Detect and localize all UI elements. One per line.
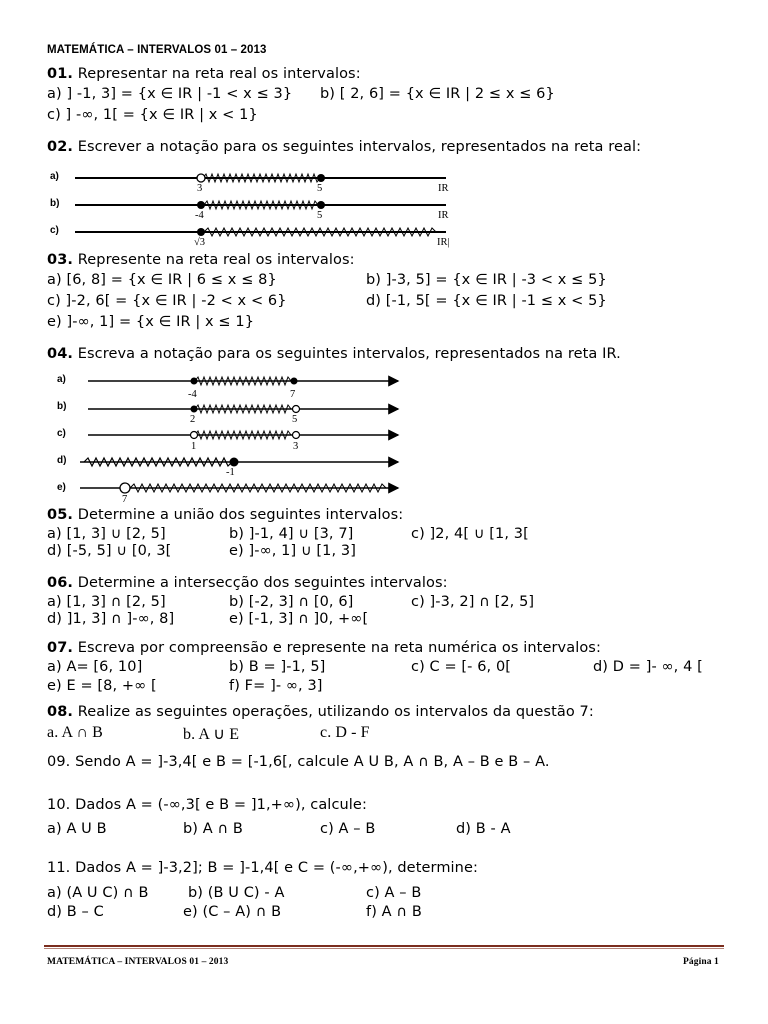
q07-item-d: d) D = ]- ∞, 4 [ [593, 659, 703, 675]
question-text: Representar na reta real os intervalos: [77, 66, 361, 82]
q03-item-c: c) ]-2, 6[ = {x ∈ IR | -2 < x < 6} [47, 293, 287, 309]
page-header-title: MATEMÁTICA – INTERVALOS 01 – 2013 [47, 44, 267, 56]
q10-item-b: b) A ∩ B [183, 821, 243, 837]
question-10: 10. Dados A = (-∞,3[ e B = ]1,+∞), calcule: [47, 797, 367, 813]
q07-item-a: a) A= [6, 10] [47, 659, 143, 675]
q05-item-c: c) ]2, 4[ ∪ [1, 3[ [411, 526, 529, 542]
question-text: Represente na reta real os intervalos: [77, 252, 355, 268]
q08-item-b: b. A ∪ E [183, 726, 240, 743]
q06-item-a: a) [1, 3] ∩ [2, 5] [47, 594, 166, 610]
question-number: 01. [47, 66, 73, 82]
q04-line-d-point-1: -1 [226, 467, 235, 478]
question-text: Escrever a notação para os seguintes intervalos, representados na reta real: [77, 139, 642, 155]
q04-number-lines [0, 0, 768, 510]
q04-line-a-label: a) [57, 374, 66, 385]
q01-item-b: b) [ 2, 6] = {x ∈ IR | 2 ≤ x ≤ 6} [320, 86, 555, 102]
wavy-hatch [84, 458, 232, 466]
q02-line-b-point-1: -4 [195, 210, 204, 221]
question-07 [47, 640, 601, 656]
q04-line-a-point-2: 7 [290, 389, 296, 400]
q11-item-b: b) (B U C) - A [188, 885, 285, 901]
q04-line-e-label: e) [57, 482, 66, 493]
question-06 [47, 575, 448, 591]
q01-item-c: c) ] -∞, 1[ = {x ∈ IR | x < 1} [47, 107, 258, 123]
q06-item-c: c) ]-3, 2] ∩ [2, 5] [411, 594, 535, 610]
q04-line-b-point-1: 2 [190, 414, 196, 425]
q07-item-b: b) B = ]-1, 5] [229, 659, 326, 675]
q04-line-c-point-1: 1 [191, 441, 197, 452]
question-text: Realize as seguintes operações, utilizando os intervalos da questão 7: [77, 704, 594, 720]
footer-title: MATEMÁTICA – INTERVALOS 01 – 2013 [47, 957, 229, 967]
q07-item-f: f) F= ]- ∞, 3] [229, 678, 323, 694]
q10-item-a: a) A U B [47, 821, 107, 837]
q02-line-c-axis: IR| [437, 237, 450, 248]
q04-line-c-point-2: 3 [293, 441, 299, 452]
q04-line-a-point-1: -4 [188, 389, 197, 400]
q04-line-b-point-2: 5 [292, 414, 298, 425]
question-09: 09. Sendo A = ]-3,4[ e B = [-1,6[, calcule A U B, A ∩ B, A – B e B – A. [47, 754, 550, 770]
q02-line-c-label: c) [50, 225, 59, 236]
question-number: 03. [47, 252, 73, 268]
q11-item-e: e) (C – A) ∩ B [183, 904, 282, 920]
q06-item-b: b) [-2, 3] ∩ [0, 6] [229, 594, 354, 610]
q05-item-a: a) [1, 3] ∪ [2, 5] [47, 526, 166, 542]
q06-item-d: d) ]1, 3] ∩ ]-∞, 8] [47, 611, 175, 627]
q11-item-c: c) A – B [366, 885, 422, 901]
q05-item-b: b) ]-1, 4] ∪ [3, 7] [229, 526, 354, 542]
q06-item-e: e) [-1, 3] ∩ ]0, +∞[ [229, 611, 369, 627]
q02-line-a-axis: IR [438, 183, 449, 194]
q04-line-e-point-1: 7 [122, 494, 128, 505]
question-08 [47, 704, 594, 720]
question-text: Escreva a notação para os seguintes intervalos, representados na reta IR. [77, 346, 621, 362]
q02-line-c-point-1: √3 [194, 237, 206, 248]
q07-item-c: c) C = [- 6, 0[ [411, 659, 512, 675]
q02-line-b-point-2: 5 [317, 210, 323, 221]
footer-divider [44, 945, 724, 947]
q08-item-c: c. D - F [320, 724, 370, 741]
q11-item-d: d) B – C [47, 904, 104, 920]
q04-line-b-label: b) [57, 401, 67, 412]
q02-line-b-axis: IR [438, 210, 449, 221]
question-text: Determine a intersecção dos seguintes intervalos: [77, 575, 448, 591]
q01-item-a: a) ] -1, 3] = {x ∈ IR | -1 < x ≤ 3} [47, 86, 293, 102]
question-number: 02. [47, 139, 73, 155]
q05-item-d: d) [-5, 5] ∪ [0, 3[ [47, 543, 172, 559]
q08-item-a: a. A ∩ B [47, 724, 103, 741]
footer-divider-thin [44, 948, 724, 949]
q02-line-a-point-2: 5 [317, 183, 323, 194]
q04-line-d-label: d) [57, 455, 67, 466]
question-number: 04. [47, 346, 73, 362]
q04-line-c-label: c) [57, 428, 66, 439]
q11-item-f: f) A ∩ B [366, 904, 422, 920]
question-number: 08. [47, 704, 73, 720]
q02-line-a-point-1: 3 [197, 183, 203, 194]
q02-line-b-label: b) [50, 198, 60, 209]
question-05 [47, 507, 403, 523]
q10-item-d: d) B - A [456, 821, 511, 837]
question-text: Determine a união dos seguintes intervalos: [77, 507, 404, 523]
footer-page-number: Página 1 [683, 957, 719, 967]
q10-item-c: c) A – B [320, 821, 376, 837]
question-11: 11. Dados A = ]-3,2]; B = ]-1,4[ e C = (-∞,+∞), determine: [47, 860, 478, 876]
q03-item-d: d) [-1, 5[ = {x ∈ IR | -1 ≤ x < 5} [366, 293, 607, 309]
q03-item-a: a) [6, 8] = {x ∈ IR | 6 ≤ x ≤ 8} [47, 272, 277, 288]
q07-item-e: e) E = [8, +∞ [ [47, 678, 157, 694]
q02-line-a-label: a) [50, 171, 59, 182]
question-number: 07. [47, 640, 73, 656]
q05-item-e: e) ]-∞, 1] ∪ [1, 3] [229, 543, 356, 559]
q03-item-b: b) ]-3, 5] = {x ∈ IR | -3 < x ≤ 5} [366, 272, 607, 288]
question-number: 05. [47, 507, 73, 523]
question-number: 06. [47, 575, 73, 591]
q11-item-a: a) (A U C) ∩ B [47, 885, 149, 901]
q03-item-e: e) ]-∞, 1] = {x ∈ IR | x ≤ 1} [47, 314, 255, 330]
question-text: Escreva por compreensão e represente na reta numérica os intervalos: [77, 640, 601, 656]
